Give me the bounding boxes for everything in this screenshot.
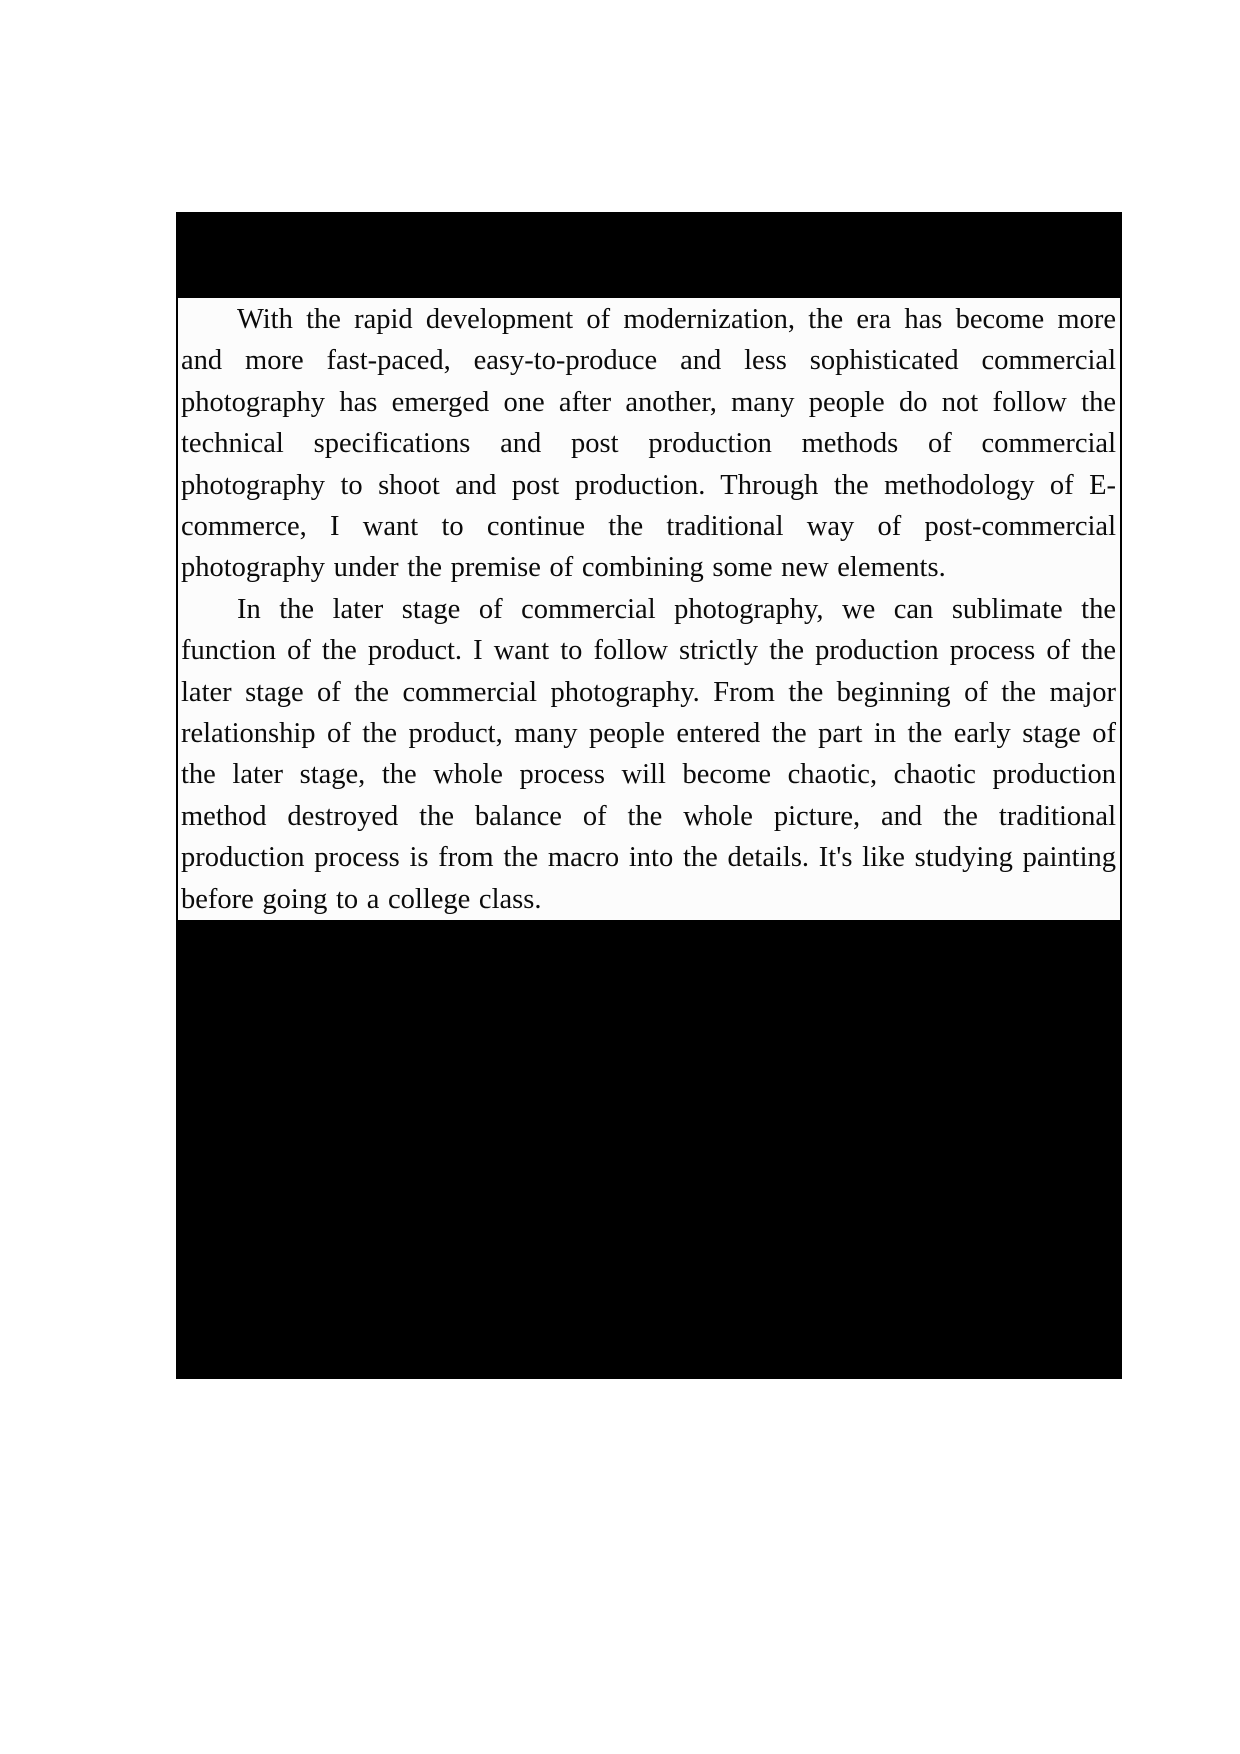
redacted-title-block [176, 212, 1122, 298]
paragraph-1: With the rapid development of modernization, the era has become more and more fast-paced, easy-to-produce and less sophisticated commercial photography has emerged one after another, many people do not follow the technical specifications and post production methods of commercial photography to shoot and post production. Through the methodology of E-commerce, I want to continue the traditional way of post-commercial photography under the premise of combining some new elements. [181, 304, 1116, 584]
paragraph-2: In the later stage of commercial photography, we can sublimate the function of the product. I want to follow strictly the production process of the later stage of the commercial photography. From the beginning of the major relationship of the product, many people entered the part in the early stage of the later stage, the whole process will become chaotic, chaotic production method destroyed the balance of the whole picture, and the traditional production process is from the macro into the details. It's like studying painting before going to a college class. [181, 593, 1116, 915]
redacted-image-block [176, 920, 1122, 1379]
body-text-panel [176, 298, 1122, 920]
